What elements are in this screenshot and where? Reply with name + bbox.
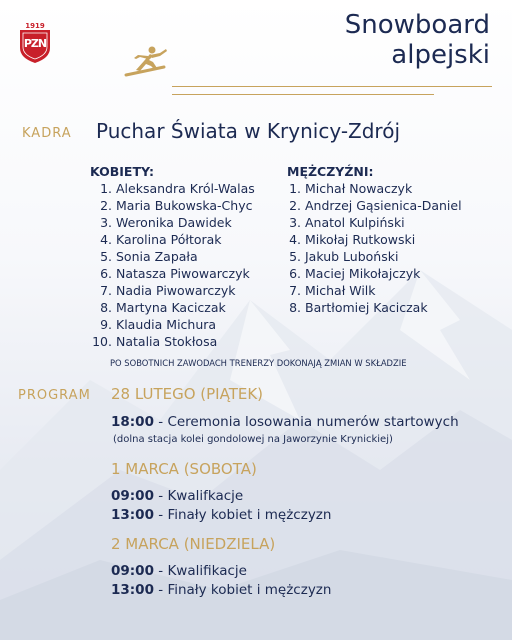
athlete-name: Andrzej Gąsienica-Daniel	[305, 198, 462, 213]
list-item: 9. Klaudia Michura	[100, 317, 217, 332]
pzn-logo	[18, 22, 52, 64]
event-title: Puchar Świata w Krynicy-Zdrój	[96, 119, 401, 143]
list-item: 6. Maciej Mikołajczyk	[289, 266, 421, 281]
day-header-saturday: 1 MARCA (SOBOTA)	[111, 460, 257, 478]
list-item: 10. Natalia Stokłosa	[92, 334, 218, 349]
schedule-time: 13:00	[111, 507, 154, 523]
schedule-item	[111, 414, 459, 430]
page-title-line-1: Snowboard	[344, 10, 490, 40]
day-header-sunday: 2 MARCA (NIEDZIELA)	[111, 535, 276, 553]
decorative-line	[172, 86, 492, 87]
schedule-item	[111, 488, 243, 504]
schedule-item	[111, 563, 247, 579]
schedule-text: - Finały kobiet i mężczyzn	[153, 507, 332, 523]
athlete-name: Nadia Piwowarczyk	[116, 283, 236, 298]
list-item: 4. Karolina Półtorak	[100, 232, 222, 247]
list-item: 1. Aleksandra Król-Walas	[100, 181, 255, 196]
athlete-name: Bartłomiej Kaciczak	[305, 300, 428, 315]
list-item: 5. Jakub Luboński	[289, 249, 399, 264]
schedule-item	[111, 507, 331, 523]
athlete-name: Natasza Piwowarczyk	[116, 266, 250, 281]
list-item: 1. Michał Nowaczyk	[289, 181, 413, 196]
list-item: 3. Weronika Dawidek	[100, 215, 232, 230]
day-header-friday: 28 LUTEGO (PIĄTEK)	[111, 385, 264, 403]
athlete-name: Mikołaj Rutkowski	[305, 232, 416, 247]
athlete-name: Sonia Zapała	[116, 249, 198, 264]
schedule-time: 13:00	[111, 582, 154, 598]
schedule-text: - Kwalifikacje	[153, 563, 247, 579]
list-item: 8. Martyna Kaciczak	[100, 300, 226, 315]
list-item: 4. Mikołaj Rutkowski	[289, 232, 416, 247]
schedule-text: - Kwalifkacje	[153, 488, 244, 504]
list-item: 2. Andrzej Gąsienica-Daniel	[289, 198, 462, 213]
men-header: MĘŻCZYŹNI:	[287, 164, 374, 179]
schedule-time: 09:00	[111, 563, 154, 579]
schedule-time: 09:00	[111, 488, 154, 504]
snowboarder-icon	[124, 44, 170, 78]
schedule-time: 18:00	[111, 414, 154, 430]
athlete-name: Martyna Kaciczak	[116, 300, 226, 315]
schedule-text: - Finały kobiet i mężczyzn	[153, 582, 332, 598]
women-roster	[90, 163, 255, 350]
list-item: 5. Sonia Zapała	[100, 249, 198, 264]
list-item: 2. Maria Bukowska-Chyc	[100, 198, 253, 213]
list-item: 7. Nadia Piwowarczyk	[100, 283, 236, 298]
schedule-item	[111, 582, 331, 598]
venue-note: (dolna stacja kolei gondolowej na Jaworzynie Krynickiej)	[113, 434, 393, 445]
squad-change-note: PO SOBOTNICH ZAWODACH TRENERZY DOKONAJĄ ZMIAN W SKŁADZIE	[110, 358, 407, 368]
list-item: 3. Anatol Kulpiński	[289, 215, 405, 230]
athlete-name: Aleksandra Król-Walas	[116, 181, 255, 196]
page-title-line-2: alpejski	[391, 40, 490, 70]
athlete-name: Maciej Mikołajczyk	[305, 266, 421, 281]
schedule-text: - Ceremonia losowania numerów startowych	[153, 414, 459, 430]
athlete-name: Weronika Dawidek	[116, 215, 232, 230]
logo-letters: PZN	[23, 37, 47, 50]
athlete-name: Michał Wilk	[305, 283, 376, 298]
list-item: 6. Natasza Piwowarczyk	[100, 266, 250, 281]
athlete-name: Klaudia Michura	[116, 317, 217, 332]
athlete-name: Karolina Półtorak	[116, 232, 222, 247]
athlete-name: Jakub Luboński	[305, 249, 399, 264]
athlete-name: Michał Nowaczyk	[305, 181, 413, 196]
men-roster	[287, 163, 462, 316]
list-item: 8. Bartłomiej Kaciczak	[289, 300, 428, 315]
athlete-name: Natalia Stokłosa	[116, 334, 218, 349]
women-header: KOBIETY:	[90, 164, 154, 179]
program-label: PROGRAM	[18, 388, 91, 403]
logo-year: 1919	[25, 22, 45, 30]
decorative-line	[172, 94, 434, 95]
athlete-name: Anatol Kulpiński	[305, 215, 405, 230]
kadra-label: KADRA	[22, 126, 72, 141]
athlete-name: Maria Bukowska-Chyc	[116, 198, 253, 213]
list-item: 7. Michał Wilk	[289, 283, 376, 298]
